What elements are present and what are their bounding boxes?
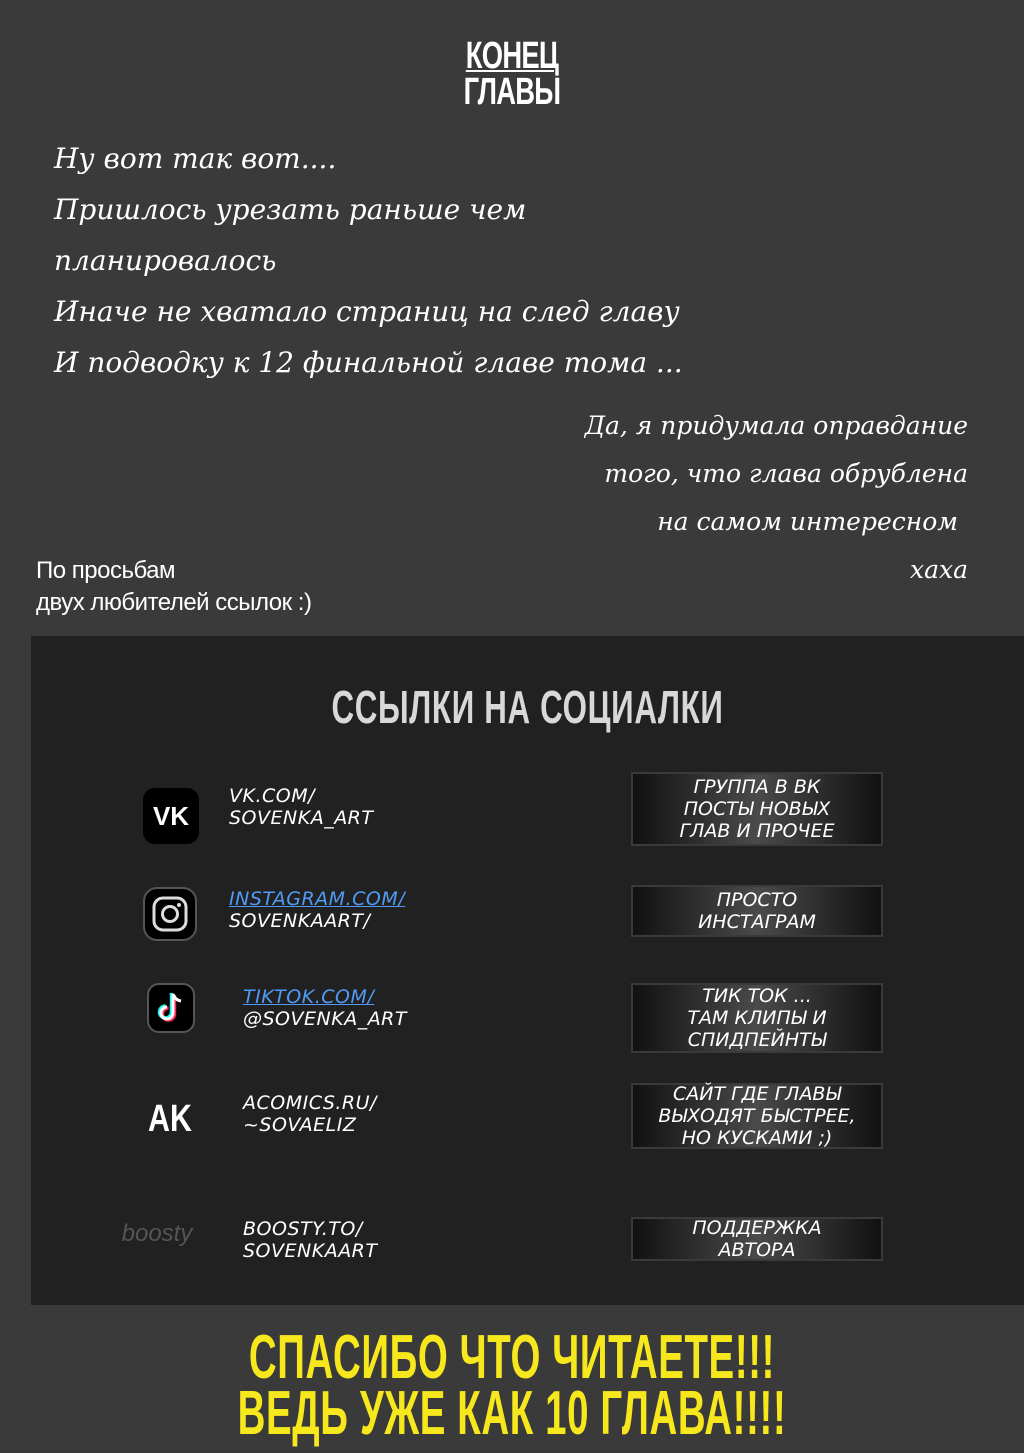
- author-note-line: планировалось: [54, 244, 277, 277]
- social-link-row-vk: [31, 771, 1024, 861]
- excuse-note: [585, 402, 968, 594]
- vk-description-button[interactable]: [631, 772, 883, 846]
- tiktok-description-button[interactable]: [631, 983, 883, 1053]
- tiktok-desc-line: СПИДПЕЙНТЫ: [687, 1029, 827, 1051]
- vk-desc-line: ГЛАВ И ПРОЧЕЕ: [679, 820, 835, 842]
- acomics-link-line1: ACOMICS.RU/: [243, 1092, 377, 1114]
- social-link-row-acomics: [31, 1082, 1024, 1162]
- boosty-desc-line: АВТОРА: [718, 1239, 796, 1261]
- thanks-line1: СПАСИБО ЧТО ЧИТАЕТЕ!!!: [248, 1323, 776, 1392]
- instagram-desc-line: ИНСТАГРАМ: [698, 911, 816, 933]
- vk-desc-line: ГРУППА В ВК: [693, 776, 821, 798]
- social-link-row-instagram: [31, 882, 1024, 962]
- acomics-link[interactable]: [243, 1092, 377, 1136]
- tiktok-icon[interactable]: [147, 983, 195, 1033]
- boosty-link[interactable]: [243, 1218, 378, 1262]
- vk-link-line1: VK.COM/: [229, 785, 316, 807]
- excuse-note-line: того, что глава обрублена: [604, 459, 968, 488]
- acomics-desc-line: НО КУСКАМИ ;): [681, 1127, 833, 1149]
- excuse-note-line: на самом интересном: [657, 507, 958, 536]
- instagram-description-button[interactable]: [631, 885, 883, 937]
- instagram-icon[interactable]: [143, 887, 197, 941]
- tiktok-desc-line: ТАМ КЛИПЫ И: [687, 1007, 827, 1029]
- tiktok-link-line1: TIKTOK.COM/: [243, 986, 375, 1008]
- boosty-desc-line: ПОДДЕРЖКА: [692, 1217, 822, 1239]
- tiktok-link-line2: @SOVENKA_ART: [243, 1008, 407, 1030]
- boosty-icon-text: boosty: [121, 1220, 193, 1247]
- social-link-row-boosty: [31, 1214, 1024, 1274]
- tiktok-glyph-icon: [156, 991, 186, 1025]
- author-note-line: И подводку к 12 финальной главе тома ...: [54, 346, 683, 379]
- request-note-line2: двух любителей ссылок :): [36, 589, 312, 616]
- acomics-link-line2: ~SOVAELIZ: [243, 1114, 357, 1136]
- thanks-banner: [195, 1323, 830, 1448]
- tiktok-desc-line: ТИК ТОК ...: [702, 985, 812, 1007]
- social-links-panel: [31, 636, 1024, 1305]
- author-note-line: Иначе не хватало страниц на след главу: [54, 295, 680, 328]
- author-note-line: Ну вот так вот....: [54, 142, 337, 175]
- excuse-note-line: хаха: [909, 555, 968, 584]
- social-link-row-tiktok: [31, 982, 1024, 1062]
- instagram-link[interactable]: [229, 888, 405, 932]
- vk-icon-text: VK: [152, 800, 190, 831]
- chapter-end-title: [143, 35, 880, 113]
- vk-link-line2: SOVENKA_ART: [229, 807, 374, 829]
- instagram-link-line2: SOVENKAART/: [229, 910, 371, 932]
- boosty-link-line1: BOOSTY.TO/: [243, 1218, 363, 1240]
- acomics-description-button[interactable]: [631, 1083, 883, 1149]
- acomics-icon[interactable]: [150, 1094, 190, 1144]
- thanks-line2: ВЕДЬ УЖЕ КАК 10 ГЛАВА!!!!: [237, 1379, 787, 1448]
- acomics-icon-text: AK: [148, 1097, 192, 1140]
- author-note-line: Пришлось урезать раньше чем: [54, 193, 527, 226]
- excuse-note-line: Да, я придумала оправдание: [584, 411, 968, 440]
- acomics-desc-line: САЙТ ГДЕ ГЛАВЫ: [672, 1083, 842, 1105]
- vk-link[interactable]: [229, 785, 374, 829]
- request-note: [36, 555, 311, 619]
- vk-icon[interactable]: [143, 788, 199, 844]
- boosty-description-button[interactable]: [631, 1217, 883, 1261]
- instagram-desc-line: ПРОСТО: [716, 889, 798, 911]
- boosty-link-line2: SOVENKAART: [243, 1240, 378, 1262]
- instagram-link-line1: INSTAGRAM.COM/: [229, 888, 406, 910]
- acomics-desc-line: ВЫХОДЯТ БЫСТРЕЕ,: [658, 1105, 856, 1127]
- chapter-end-title-line2: ГЛАВЫ: [463, 71, 561, 113]
- vk-desc-line: ПОСТЫ НОВЫХ: [683, 798, 831, 820]
- instagram-glyph-icon: [150, 894, 190, 934]
- chapter-end-title-line1: КОНЕЦ: [465, 35, 559, 77]
- tiktok-link[interactable]: [243, 986, 407, 1030]
- request-note-line1: По просьбам: [36, 557, 176, 584]
- boosty-icon[interactable]: [97, 1214, 217, 1254]
- author-note: [54, 133, 683, 388]
- social-links-title: ССЫЛКИ НА СОЦИАЛКИ: [331, 681, 724, 733]
